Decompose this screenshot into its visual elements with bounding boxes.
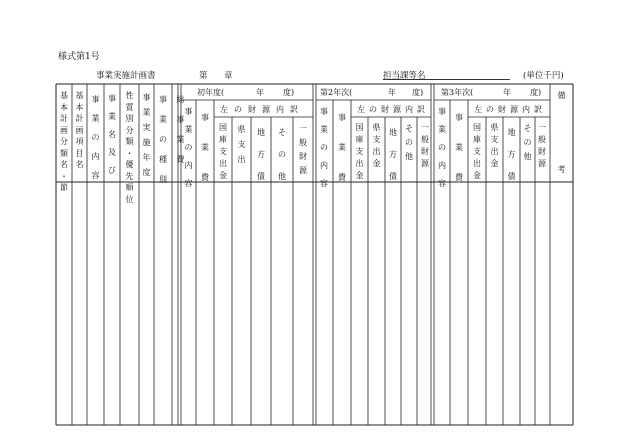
col-basic-plan-category: 基 本 計 画 分 類 名 ・ 節 [60,91,68,192]
year2-bonds: 地 方 債 [389,128,397,181]
col-nature-priority: 性 質 別 分 類 ・ 優 先 順 位 [125,91,134,204]
year2-do: 度) [412,88,424,97]
year2-prefectural: 県 支 出 金 [372,123,381,168]
year2-other: そ の 他 [405,124,413,161]
year3-general: 一 般 財 源 [538,123,546,168]
year3-breakdown: 左の財源内訳 [474,105,546,114]
year3-national: 国 庫 支 出 金 [473,123,481,180]
remarks-bottom: 考 [557,165,566,174]
document-title: 事業実施計画書 [96,71,156,81]
year2-content: 事 業 の 内 容 [320,107,328,188]
year2-nen: 年 [388,88,396,97]
year3-other: そ の 他 [523,124,532,161]
col-project-name: 事 業 名 及 び [108,94,116,175]
year1-nen: 年 [256,88,264,97]
col-total-cost: 総 事 業 費 [176,95,185,164]
year2-national: 国 庫 支 出 金 [355,123,364,180]
year3-nen: 年 [503,88,511,97]
year1-national: 国 庫 支 出 金 [219,123,227,180]
year1-general: 一 般 財 源 [299,124,307,175]
year3-label: 第3年次( [441,88,474,97]
col-basic-plan-item: 基 本 計 画 項 目 名 [75,91,84,169]
year1-bonds: 地 方 債 [257,128,265,181]
year1-do: 度) [283,88,295,97]
year2-cost: 事 業 費 [338,113,346,182]
year1-other: そ の 他 [278,128,286,181]
year3-do: 度) [530,88,542,97]
year3-content: 事 業 の 内 容 [438,107,446,188]
year2-label: 第2年次( [320,88,353,97]
year2-breakdown: 左の財源内訳 [357,105,429,114]
year3-bonds: 地 方 債 [507,128,516,181]
unit-label: (単位千円) [523,71,564,81]
year3-prefectural: 県 支 出 金 [490,123,499,168]
col-implementation-year: 事 業 実 施 年 度 [142,93,151,177]
year1-cost: 事 業 費 [201,113,209,182]
form-number: 様式第1号 [58,52,100,62]
col-project-content: 事 業 の 内 容 [91,95,100,180]
department-label: 担当課等名 [383,71,426,81]
year1-breakdown: 左の財源内訳 [220,105,304,114]
year2-general: 一 般 財 源 [421,123,429,168]
year3-cost: 事 業 費 [455,113,463,182]
col-project-type: 事 業 の 種 別 [159,95,167,184]
year1-prefectural: 県 支 出 [237,125,246,164]
year1-content: 事 業 の 内 容 [184,107,193,188]
chapter-dai-label: 第 [199,71,208,81]
chapter-sho-label: 章 [224,71,233,81]
remarks-top: 備 [557,91,566,100]
year1-label: 初年度( [197,88,225,97]
